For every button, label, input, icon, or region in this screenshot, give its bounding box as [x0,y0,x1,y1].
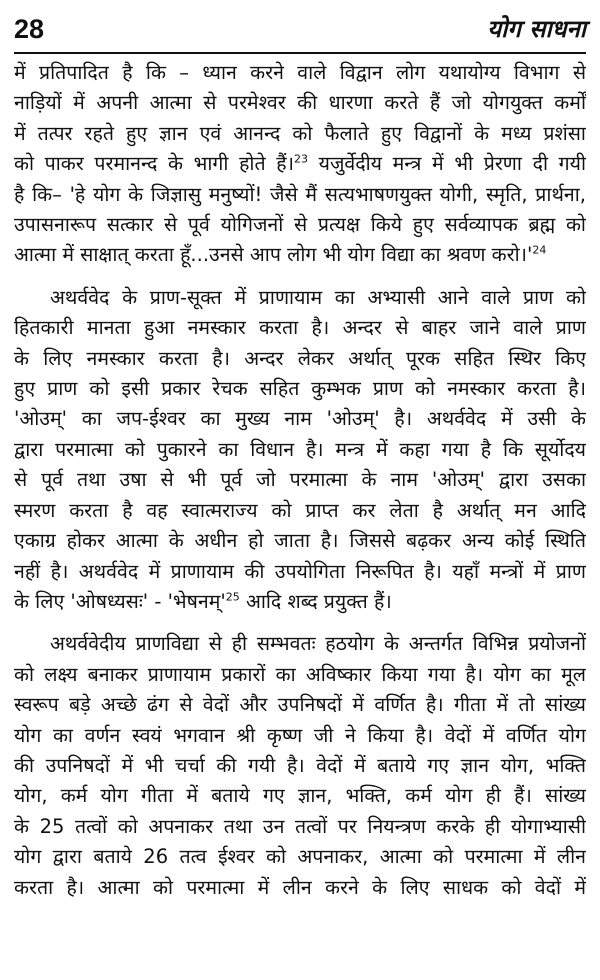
text-line: में प्रतिपादित है कि – ध्यान करने वाले विद्वान लोग यथायोग्य विभाग से [14,61,586,84]
text-line: स्वरूप बड़े अच्छे ढंग से वेदों और उपनिषदों में वर्णित है। गीता में तो सांख्य [14,693,586,717]
footnote-ref-23: 23 [293,152,308,166]
text-segment: के लिए 'ओषध्यसः' - 'भेषनम्' [14,589,226,613]
text-line: से पूर्व तथा उषा से भी पूर्व जो परमात्मा के नाम 'ओउम्' द्वारा उसका [14,468,586,492]
text-line: उपासनारूप सत्कार से पूर्व योगिजनों से प्रत्यक्ष किये हुए सर्वव्यापक ब्रह्म को [14,213,586,237]
page-number: 28 [14,14,45,44]
footnote-ref-24: 24 [532,243,547,257]
text-line: नाड़ियों में अपनी आत्मा से परमेश्वर की धारणा करते हैं जो योगयुक्त कर्मों [14,91,586,115]
text-line: एकाग्र होकर आत्मा के अधीन हो जाता है। जिससे बढ़कर अन्य कोई स्थिति [14,529,586,553]
text-line: में तत्पर रहते हुए ज्ञान एवं आनन्द को फैलाते हुए विद्वानों के मध्य प्रशंसा [14,121,586,145]
text-segment: को पाकर परमानन्द के भागी होते हैं। [14,152,294,176]
page-header [14,0,586,54]
text-line: हुए प्राण को इसी प्रकार रेचक सहित कुम्भक प्राण को नमस्कार करता है। [14,377,586,401]
text-line: 'ओउम्' का जप-ईश्वर का मुख्य नाम 'ओउम्' है। अथर्ववेद में उसी के [14,407,586,431]
text-segment: यजुर्वेदीय मन्त्र में भी प्रेरणा दी गयी [307,152,586,176]
text-line: के 25 तत्वों को अपनाकर तथा उन तत्वों पर नियन्त्रण करके ही योगाभ्यासी [14,814,586,838]
footnote-ref-25: 25 [225,590,240,604]
text-line: योग का वर्णन स्वयं भगवान श्री कृष्ण जी ने किया है। वेदों में वर्णित योग [14,723,586,747]
text-line: स्मरण करता है वह स्वात्मराज्य को प्राप्त कर लेता है अर्थात् मन आदि [14,498,586,522]
paragraph-3 [14,629,586,903]
text-line: योग, कर्म योग गीता में बताये गए ज्ञान, भक्ति, कर्म योग ही हैं। सांख्य [14,784,586,808]
text-line: की उपनिषदों में भी चर्चा की गयी है। वेदों में बताये गए ज्ञान योग, भक्ति [14,753,586,777]
text-segment: आदि शब्द प्रयुक्त हैं। [239,589,392,613]
text-line: के लिए नमस्कार करता है। अन्दर लेकर अर्थात् पूरक सहित स्थिर किए [14,346,586,370]
text-line [14,149,586,179]
text-line: योग द्वारा बताये 26 तत्व ईश्वर को अपनाकर, आत्मा को परमात्मा में लीन [14,845,586,869]
text-line: हितकारी मानता हुआ नमस्कार करता है। अन्दर से बाहर जाने वाले प्राण [14,316,586,340]
text-line: अथर्ववेदीय प्राणविद्या से ही सम्भवतः हठयोग के अन्तर्गत विभिन्न प्रयोजनों [50,632,586,656]
text-line: नहीं है। अथर्ववेद में प्राणायाम की उपयोगिता निरूपित है। यहाँ मन्त्रों में प्राण [14,559,586,583]
text-line: द्वारा परमात्मा को पुकारने का विधान है। मन्त्र में कहा गया है कि सूर्योदय [14,437,586,461]
text-segment: आत्मा में साक्षात् करता हूँ...उनसे आप लोग भी योग विद्या का श्रवण करो।' [14,243,533,267]
text-line: को लक्ष्य बनाकर प्राणायाम प्रकारों का अविष्कार किया गया है। योग का मूल [14,662,586,686]
text-line: करता है। आत्मा को परमात्मा में लीन करने के लिए साधक को वेदों में [14,875,586,899]
text-line: है कि– 'हे योग के जिज्ञासु मनुष्यों! जैसे मैं सत्यभाषणयुक्त योगी, स्मृति, प्रार्थना, [14,182,586,206]
text-line [14,240,586,270]
body-text [14,58,586,903]
paragraph-1 [14,58,586,271]
paragraph-2 [14,283,586,617]
text-line: अथर्ववेद के प्राण-सूक्त में प्राणायाम का अभ्यासी आने वाले प्राण को [50,285,586,309]
running-head: योग साधना [487,15,586,43]
text-line [14,587,586,617]
